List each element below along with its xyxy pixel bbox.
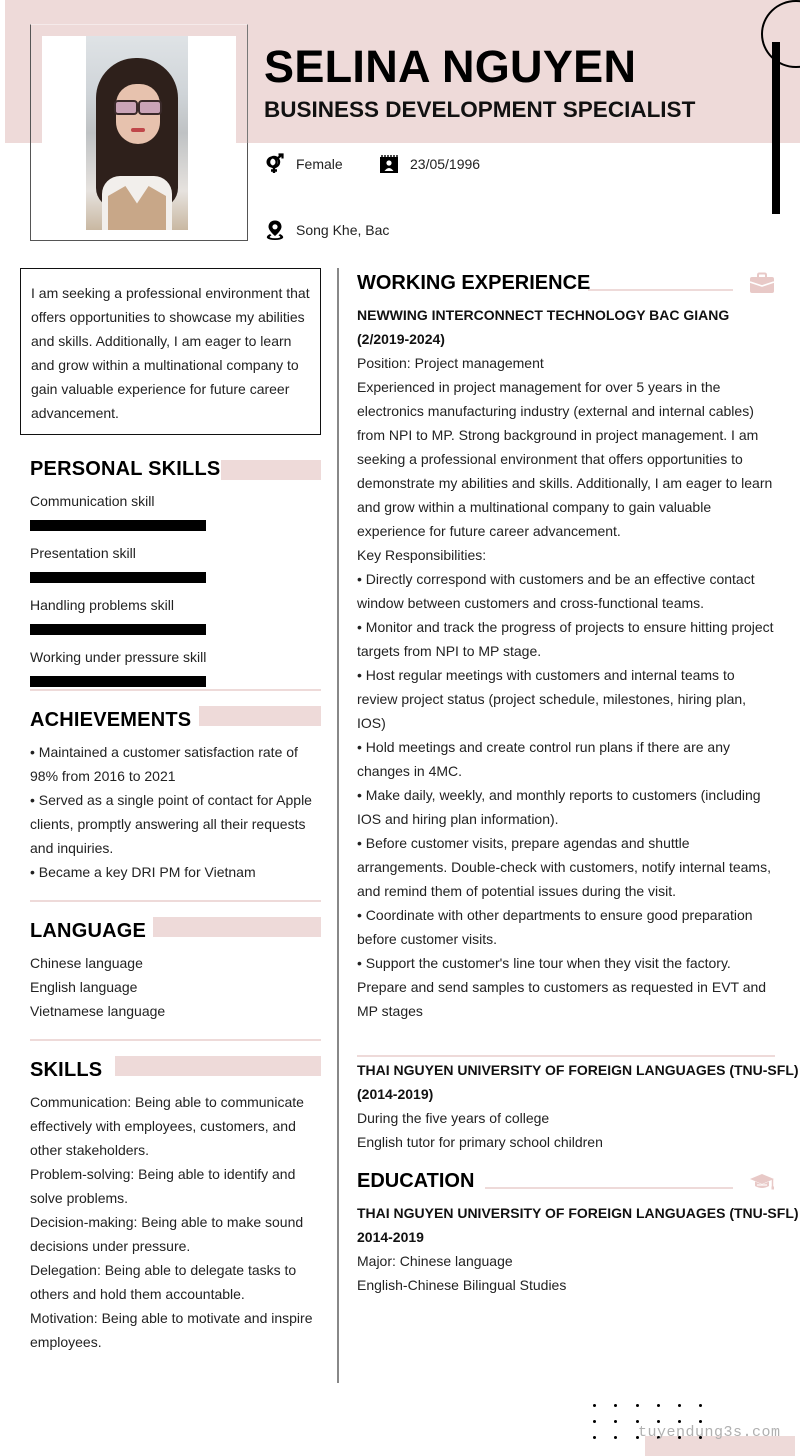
candidate-name: SELINA NGUYEN: [264, 41, 637, 92]
skill-description: Delegation: Being able to delegate tasks to others and hold them accountable.: [30, 1262, 297, 1302]
section-title: WORKING EXPERIENCE: [357, 272, 591, 294]
skill-description: Communication: Being able to communicate effectively with employees, customers, and other stakeholders.: [30, 1094, 304, 1158]
skill-description: Motivation: Being able to motivate and inspire employees.: [30, 1310, 313, 1350]
job-detail: During the five years of college: [357, 1110, 550, 1126]
responsibility-item: • Before customer visits, prepare agendas and shuttle arrangements. Double-check with customers, notify internal teams, and remind them of potential issues during the visit.: [357, 835, 771, 899]
company-name: NEWWING INTERCONNECT TECHNOLOGY BAC GIANG: [357, 307, 730, 323]
profile-photo-frame: [30, 24, 248, 241]
language-item: English language: [30, 979, 138, 995]
education-program: English-Chinese Bilingual Studies: [357, 1277, 567, 1293]
achievement-item: • Served as a single point of contact for Apple clients, promptly answering all their requests and inquiries.: [30, 792, 312, 856]
section-title: SKILLS: [30, 1059, 103, 1081]
section-title: EDUCATION: [357, 1170, 475, 1192]
gender-icon: [264, 153, 286, 175]
gender-value: Female: [296, 156, 343, 172]
job-title: BUSINESS DEVELOPMENT SPECIALIST: [264, 97, 696, 122]
section-divider: [30, 689, 321, 691]
company-name: THAI NGUYEN UNIVERSITY OF FOREIGN LANGUAGES (TNU-SFL): [357, 1062, 799, 1078]
language-section: [30, 920, 321, 1023]
responsibility-item: • Hold meetings and create control run plans if there are any changes in 4MC.: [357, 739, 730, 779]
responsibility-item: • Coordinate with other departments to ensure good preparation before customer visits.: [357, 907, 753, 947]
entry-divider: [357, 1055, 775, 1057]
section-divider: [30, 1039, 321, 1041]
responsibility-item: • Host regular meetings with customers and internal teams to review project status (project schedule, milestones, hiring plan, IOS): [357, 667, 747, 731]
calendar-contact-icon: [378, 153, 400, 175]
job-entry: [357, 1058, 799, 1154]
language-item: Vietnamese language: [30, 1003, 166, 1019]
dob-value: 23/05/1996: [410, 156, 481, 172]
achievement-item: • Maintained a customer satisfaction rate of 98% from 2016 to 2021: [30, 744, 298, 784]
career-objective: I am seeking a professional environment that offers opportunities to showcase my abilities and skills. Additionally, I am eager to learn and grow within a multinational company to gain valuable experience for future career advancement.: [20, 268, 321, 435]
skill-level-bar: [30, 520, 206, 531]
school-name: THAI NGUYEN UNIVERSITY OF FOREIGN LANGUAGES (TNU-SFL): [357, 1205, 799, 1221]
job-period: (2/2019-2024): [357, 331, 445, 347]
skill-description: Decision-making: Being able to make sound decisions under pressure.: [30, 1214, 304, 1254]
job-entry: [357, 303, 775, 1023]
job-detail: English tutor for primary school children: [357, 1134, 603, 1150]
section-title: LANGUAGE: [30, 920, 147, 942]
experience-section: [357, 272, 775, 1023]
column-divider: [337, 268, 339, 1383]
responsibility-item: • Support the customer's line tour when they visit the factory. Prepare and send samples to customers as requested in EVT and MP stages: [357, 955, 767, 1019]
section-title: ACHIEVEMENTS: [30, 709, 192, 731]
education-major: Major: Chinese language: [357, 1253, 513, 1269]
skill-level-bar: [30, 572, 206, 583]
responsibilities-label: Key Responsibilities:: [357, 547, 487, 563]
decorative-bar: [772, 42, 780, 214]
job-position: Position: Project management: [357, 355, 544, 371]
skill-level-bar: [30, 624, 206, 635]
achievements-section: [30, 709, 321, 884]
responsibility-item: • Monitor and track the progress of projects to ensure hitting project targets from NPI to MP stage.: [357, 619, 774, 659]
achievement-item: • Became a key DRI PM for Vietnam: [30, 864, 256, 880]
skill-item: Handling problems skill: [30, 595, 321, 635]
job-summary: Experienced in project management for over 5 years in the electronics manufacturing industry (external and internal cables) from NPI to MP. Strong background in project management. I am seeking a professional environment that offers opportunities to demonstrate my abilities and skills. Additionally, I am eager to learn and grow within a multinational company to gain valuable experience for future career advancement.: [357, 379, 773, 539]
responsibility-item: • Make daily, weekly, and monthly reports to customers (including IOS and hiring plan information).: [357, 787, 761, 827]
skills-section: [30, 1059, 321, 1354]
skill-item: Communication skill: [30, 491, 321, 531]
education-period: 2014-2019: [357, 1229, 424, 1245]
profile-photo: [86, 36, 188, 230]
language-item: Chinese language: [30, 955, 143, 971]
education-section: [357, 1170, 799, 1297]
skill-description: Problem-solving: Being able to identify and solve problems.: [30, 1166, 296, 1206]
personal-skills-section: [30, 458, 321, 699]
job-period: (2014-2019): [357, 1086, 434, 1102]
section-divider: [30, 900, 321, 902]
map-marker-icon: [264, 219, 286, 241]
section-title: PERSONAL SKILLS: [30, 458, 221, 480]
responsibility-item: • Directly correspond with customers and be an effective contact window between customers and cross-functional teams.: [357, 571, 755, 611]
skill-level-bar: [30, 676, 206, 687]
address-value: Song Khe, Bac: [296, 222, 390, 238]
watermark: tuyendung3s.com: [638, 1424, 781, 1441]
skill-item: Presentation skill: [30, 543, 321, 583]
skill-item: Working under pressure skill: [30, 647, 321, 687]
address-info: [264, 219, 389, 241]
dob-info: [378, 153, 480, 175]
gender-info: [264, 153, 343, 175]
